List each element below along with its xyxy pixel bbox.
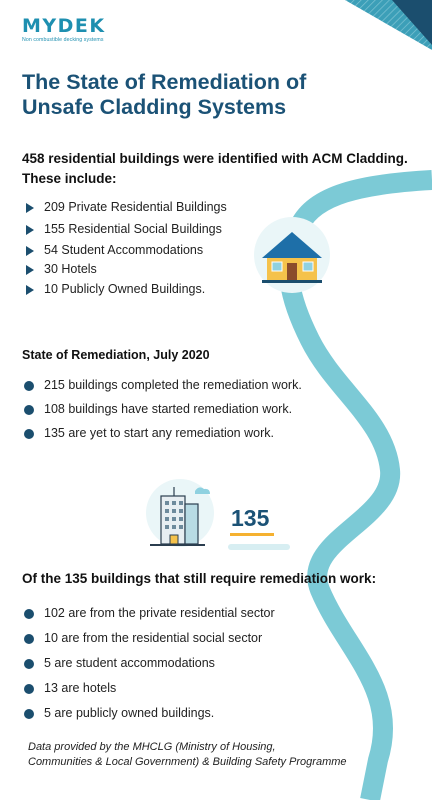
circle-bullet-icon [24,405,34,415]
remediation-status-list [24,378,302,450]
list-item: 5 are publicly owned buildings. [24,706,275,731]
circle-bullet-icon [24,659,34,669]
list-item: 54 Student Accommodations [24,243,227,262]
highlight-underline [230,533,274,536]
house-icon [254,217,330,293]
triangle-bullet-icon [26,246,34,256]
brand-logo [22,16,106,43]
triangle-bullet-icon [26,225,34,235]
section3-heading: Of the 135 buildings that still require remediation work: [22,571,377,586]
building-icon [146,479,214,547]
triangle-bullet-icon [26,203,34,213]
title-line-2: Unsafe Cladding Systems [22,95,287,119]
remaining-buildings-list [24,606,275,731]
list-item: 135 are yet to start any remediation work. [24,426,302,450]
highlight-line [228,544,290,550]
brand-name: MYDEK [22,15,106,37]
list-item: 13 are hotels [24,681,275,706]
circle-bullet-icon [24,709,34,719]
brand-tagline: Non combustible decking systems [22,37,104,43]
list-item: 215 buildings completed the remediation work. [24,378,302,402]
source-note-line2: Communities & Local Government) & Building Safety Programme [28,756,347,768]
circle-bullet-icon [24,381,34,391]
title-line-1: The State of Remediation of [22,70,307,94]
circle-bullet-icon [24,684,34,694]
highlight-number: 135 [231,505,270,531]
circle-bullet-icon [24,429,34,439]
list-item: 10 Publicly Owned Buildings. [24,282,227,302]
list-item: 5 are student accommodations [24,656,275,681]
list-item: 209 Private Residential Buildings [24,200,227,222]
buildings-list [24,200,227,302]
section2-heading: State of Remediation, July 2020 [22,348,210,362]
page-title [22,70,342,120]
list-item: 108 buildings have started remediation work. [24,402,302,426]
triangle-bullet-icon [26,265,34,275]
source-note-line1: Data provided by the MHCLG (Ministry of Housing, [28,741,276,753]
section1-heading-line1: 458 residential buildings were identified with ACM Cladding. [22,151,408,166]
list-item: 155 Residential Social Buildings [24,222,227,243]
triangle-bullet-icon [26,285,34,295]
list-item: 102 are from the private residential sector [24,606,275,631]
circle-bullet-icon [24,609,34,619]
list-item: 10 are from the residential social sector [24,631,275,656]
list-item: 30 Hotels [24,262,227,282]
section1-heading-line2: These include: [22,171,117,186]
source-note [28,740,347,770]
circle-bullet-icon [24,634,34,644]
